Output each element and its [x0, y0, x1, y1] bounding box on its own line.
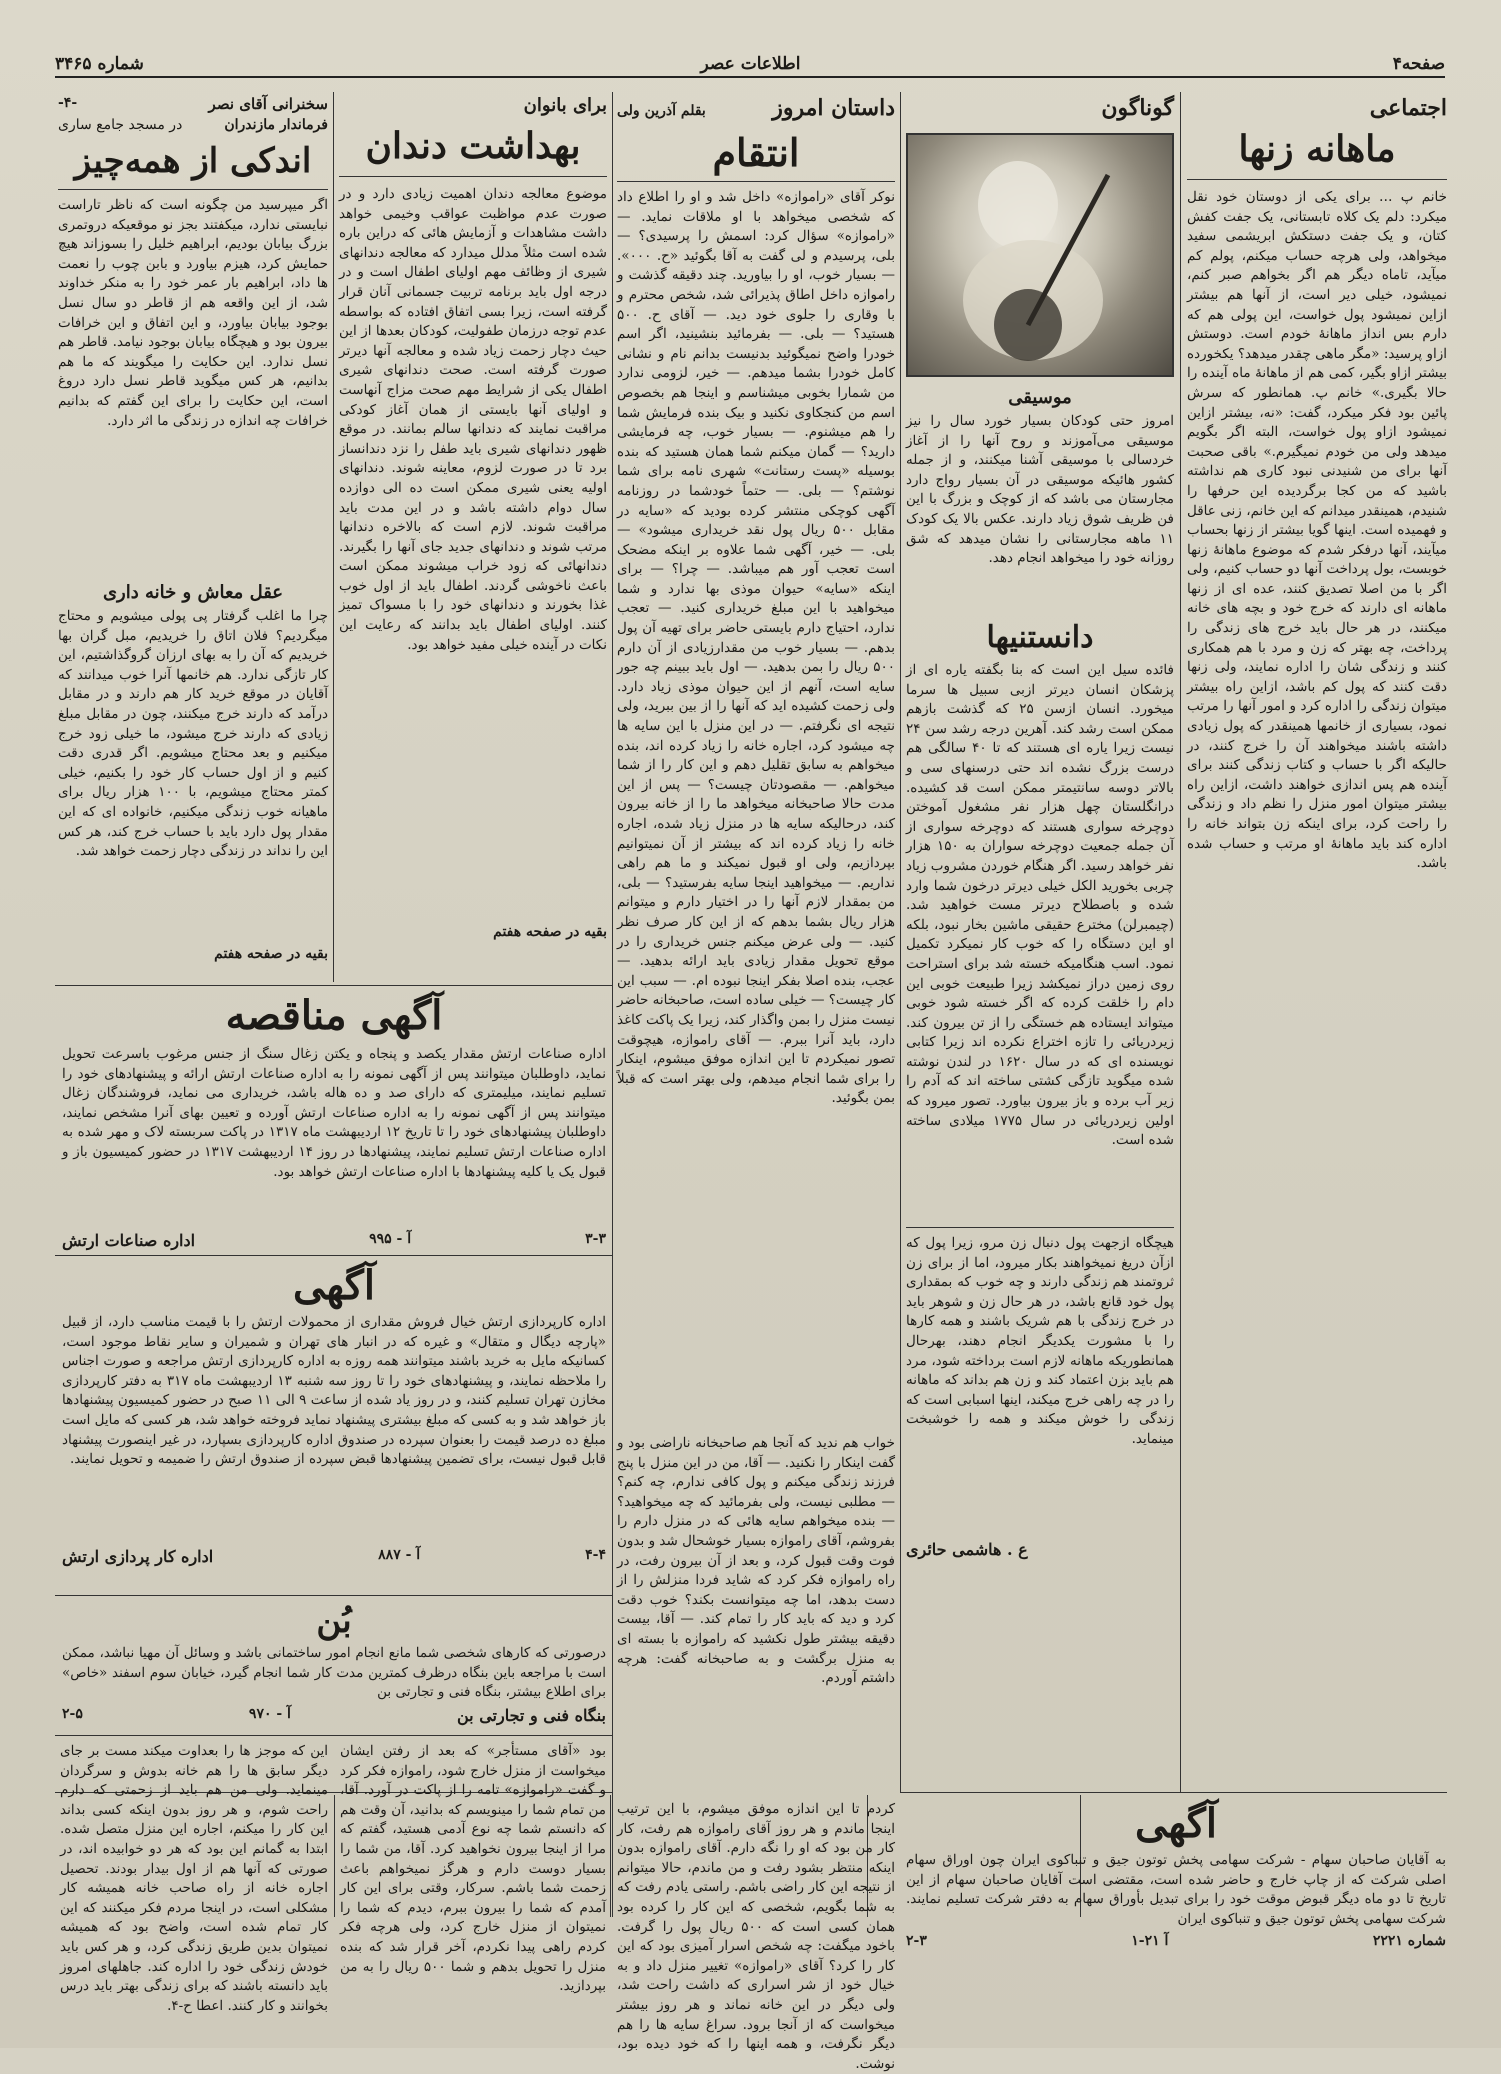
- tender-ad-body: اداره صناعات ارتش مقدار یکصد و پنجاه و یکتن زغال سنگ از جنس مرغوب باسرعت تحویل نماید، داوطلبان میتوانند پس از آگهی نمونه را به اداره صناعات ارتش ارائه و پیشنهادهای خود را تسلیم نمایند، میلیمتری که دارای صد و ده هاله باشد، خریداری می نماید، فروشندگان زغال میتوانند پس از آگهی نمونه را به اداره صناعات ارتش آورده و تعیین بهای آنرا مشخص نمایند، داوطلبان پیشنهادهای خود را تا تاریخ ۱۲ اردیبهشت ماه ۱۳۱۷ در پاکت سربسته لاک و مهر شده به اداره صناعات ارتش تسلیم نمایند، پیشنهادها در روز ۱۴ اردیبهشت ۱۳۱۷ در حضور کمیسیون باز و قبول یک یا کلیه پیشنهادها با اداره صناعات ارتش خواهد بود.: [62, 1046, 606, 1180]
- issue-number: شماره ۳۴۶۵: [55, 54, 144, 74]
- speech-number: -۴-: [58, 95, 78, 111]
- column-rule: [900, 92, 901, 1792]
- social-column: [1187, 95, 1447, 1768]
- speech-speaker: سخنرانی آقای نصر: [208, 95, 328, 113]
- misc-column: [906, 95, 1174, 1559]
- sale-ad: [62, 1262, 606, 1566]
- speech-venue: در مسجد جامع ساری: [58, 117, 183, 133]
- child-violin-photo: [906, 133, 1174, 377]
- women-continued: بقیه در صفحه هفتم: [493, 924, 607, 940]
- speech-section-heading: عقل معاش و خانه داری: [102, 582, 284, 603]
- story-column: [617, 95, 895, 1734]
- misc-kicker: گوناگون: [1101, 95, 1174, 121]
- bon-ad-org: بنگاه فنی و تجارتی بن: [457, 1706, 606, 1725]
- social-kicker: اجتماعی: [1369, 95, 1447, 121]
- bon-ad-body: درصورتی که کارهای شخصی شما مانع انجام امور ساختمانی باشد و وسائل آن مهیا نباشد، ممکن است با مراجعه باین بنگاه درظرف کمترین مدت کار شما انجام گیرد، خیابان سوم اسفند «خاص» برای اطلاع بیشتر، بنگاه فنی و تجارتی بن: [62, 1645, 606, 1701]
- misc-signature: ع . هاشمی حائری: [906, 1540, 1028, 1559]
- women-kicker: برای بانوان: [523, 95, 607, 116]
- bottom-column-1: این که موجز ها را بعداوت میکند مست بر جای دیگر سابق ها را هم خانه بدوش و سرگردان مینماید. ولی من هم باید از زحمتی که دارم راحت شوم، و هر روز بدون اینکه کسی بداند این کار را میکنم، اجاره این منزل متصل شده. ابتدا به گمانم این بود که هر دو خوابیده اند، در صورتی که آنها هم از اول بیدار بودند. تحصیل اجاره خانه از راه صاحب خانه همیشه کار مشکلی است، در اینجا مردم فکر میکنند که این کار تمام شده است، واضح بود که همیشه نمیتوان بدین طریق زندگی کرد، و هر کس باید خودش زندگی خود را اداره کند. جاهلهای امروز باید دانسته باشند که برای زندگی بهتر باید درس بخوانند و کار کنند. اعطا ح-۴.: [60, 1743, 328, 2014]
- bon-ad: [62, 1602, 606, 1725]
- women-headline: بهداشت دندان: [365, 125, 581, 167]
- speech-body: اگر میپرسید من چگونه است که ناظر تاراست نبایستی ندارد، میکفتند بجز نو موقعیکه دروتمری بزرگ بیابان بودیم، ابراهیم خلیل را بسوزاند هیچ حمایش کرد، هیزم بیاورد و بابن چوب را نعمت ها داد، ابراهیم بار عمر خود را به منکر خداوند شد، از این واقعه هم از قاطر دو سال نسل بوجود بیابان بیاورد، و این اتفاق و این خرافات بیرون بود و هیچگاه بیابان بوجود نیامد. قاطر هم نسل ندارد. این حکایت را میگویند که ما هم بدانیم، هر کس میگوید قاطر نسل دارد دروغ است، این حکایت را برای این گفتم که بدانیم خرافات چه اندازه در زندگی ما اثر دارد.: [58, 197, 328, 429]
- misc-body: هیچگاه ازجهت پول دنبال زن مرو، زیرا پول که ازآن دریغ نمیخواهند بکار میرود، اما از برای زن ثروتمند هم زندگی دارند و چه خوب که بمقداری پول خود قانع باشد، در هر حال زن و شوهر باید در خرج زندگی با هم شریک باشند و همه کارها را با مشورت یکدیگر انجام دهند، بهرحال همانطوریکه ماهانه لازم است برداخته شود، مرد هم باید بزن اعتماد کند و زن هم بداند که ماهانه را در چه راهی خرج میکند، اینها اسبابی است که زندگی را خوش میکند و همه را خوشبخت مینماید.: [906, 1235, 1174, 1447]
- story-body-2: خواب هم ندید که آنجا هم صاحبخانه ناراضی بود و گفت اینکار را نکنید. — آقا، من در این منزل با پنج فرزند زندگی میکنم و پول کافی ندارم، چه کنم؟ — مطلبی نیست، ولی بفرمائید که چه میخواهید؟ — بنده میخواهم سایه هائی که در منزل دارم را بفروشم، آقای راموازه بسیار خوشحال شد و بدون فوت وقت قبول کرد، و بعد از آن بیرون رفت، در راه راموازه فکر کرد که شاید فردا منزلش را از دست بدهد، اما چه میتوانست بکند؟ خوب دقت کرد و دید که باید کار را تمام کند. — آقا، بیست دقیقه بیشتر طول نکشید که راموازه با بسته ای به منزل برگشت و به صاحبخانه گفت: هرچه داشتم آوردم.: [617, 1435, 895, 1687]
- facts-heading: دانستنیها: [986, 620, 1094, 655]
- bon-ad-title: بُن: [316, 1601, 352, 1641]
- photo-illustration: [908, 135, 1168, 371]
- speech-column: [58, 95, 328, 962]
- speech-headline: اندکی از همه‌چیز: [74, 141, 312, 181]
- speech-body-2: چرا ما اغلب گرفتار پی پولی میشویم و محتاج میگردیم؟ فلان اتاق را خریدیم، مبل گران بها خریدیم که آن را به بهای ارزان گروگذاشتیم، این کار تازگی ندارد. هم خانمها آنرا خوب میدانند که آقایان در موقع خرید کار هم دارند و در مقابل درآمد که دارند خرج میکنند، چون در مقابل مبلغ زیادی که دارند خرج میشود، ما خیلی زود خرج میکنیم و بعد محتاج میشویم. اگر قدری دقت کنیم و از اول حساب کار خود را بکنیم، خیلی کمتر محتاج میشویم، با ۱۰۰ هزار ریال برای ماهیانه خوب زندگی میکنیم، خانواده ای که این مقدار پول دارد باید با حساب خرج کند، هر کس این را نداند در زندگی دچار زحمت خواهد شد.: [58, 608, 329, 860]
- social-headline: ماهانه زنها: [1238, 128, 1396, 170]
- column-rule: [333, 92, 334, 982]
- bottom-column-2: بود «آقای مستأجر» که بعد از رفتن ایشان میخواست از منزل خارج شود، راموازه فکر کرد و گفت «راموازه» تامه را از پاکت در آورد. آقا، من تمام شما را مینویسم که بدانید، آن وقت هم که دانستم شما چه نوع آدمی هستید، گفتم که مرا از اینجا بیرون نخواهید کرد. آقا، من شما را بسیار دوست دارم و هرگز نمیخواهم باعث زحمت شما باشم. سرکار، وقتی برای این کار آمدم که شما را بیرون ببرم، دیدم که شما را نمیتوان از منزل خارج کرد، ولی هرچه فکر کردم راهی پیدا نکردم، آخر قرار شد که بنده منزل را تحویل بدهم و شما ۵۰۰ ریال را به من بپردازید.: [340, 1743, 607, 1995]
- page-label: صفحه۴: [1392, 54, 1445, 74]
- tender-ad: [62, 992, 606, 1250]
- shareholders-ad: [906, 1800, 1446, 1949]
- tender-ad-org: اداره صناعات ارتش: [62, 1231, 196, 1250]
- shareholders-ad-code3: ۲-۳: [906, 1933, 927, 1949]
- shareholders-ad-code2: ۱-۲۱ آ: [1131, 1933, 1169, 1949]
- women-column: [339, 95, 607, 940]
- music-heading: موسیقی: [1008, 387, 1072, 408]
- story-author: بقلم آذرین ولی: [617, 103, 706, 119]
- bon-ad-code: آ - ۹۷۰: [248, 1706, 291, 1722]
- bon-ad-code2: ۲-۵: [62, 1706, 83, 1722]
- column-rule: [612, 92, 613, 1917]
- bottom-column-3: کردم تا این اندازه موفق میشوم، با این ترتیب اینجا ماندم و هر روز آقای راموازه هم رفت، کار کار من بود که او را نگه دارم. آقای راموازه بدون اینکه منتظر بشود رفت و من ماندم، حالا میتوانم از نتیجه این کار راضی باشم. راستی یادم رفت که به شما بگویم، شخصی که این کار را کرده بود همان کسی است که ۵۰۰ ریال پول را گرفت. باخود میگفت: چه شخص اسرار آمیزی بود که این کار را کرد؟ آقای «راموازه» تغییر منزل داد و به خیال خود از شر اسراری که داشت راحت شد، ولی دیگر در این خانه نماند و هر روز بیشتر میخواست که از آنجا برود. سراغ سایه ها را هم دیگر نگرفت، و همه اینها را که خود دیده بود، نوشت.: [617, 1801, 895, 2072]
- tender-ad-code: آ - ۹۹۵: [369, 1231, 412, 1247]
- facts-body: فائده سیل این است که بنا بگفته یاره ای از پزشکان انسان دیرتر ازبی سبیل ها سرما میخورد. انسان ازسن ۲۵ که گذشت بازهم ممکن است رشد کند. آهرین درجه رشد سن ۲۴ نیست زیرا یاره ای هستند که تا ۴۰ سالگی هم درست بزرگ نشده اند حتی درسنهای سی و بالاتر دوسه سانتیمتر ممکن است قد کشیده. درانگلستان چهل هزار نفر مشغول آموختن دوچرخه سواری هستند که دوچرخه سواری از آن جمله جمعیت دوچرخه سواران به ۱۵۰ هزار نفر خواهد رسید. اگر هنگام خوردن مشروب زیاد چربی بخورید الکل خیلی دیرتر درخون شما وارد شده و باصطلاح دیرتر مست خواهید شد. (چیمبرلن) مخترع حقیقی ماشین بخار نبود، بلکه او این دستگاه را که خوب کار نمیکرد تکمیل نمود. اسب هنگامیکه خسته شد برای استراحت روی زمین دراز نمیکشد زیرا طبیعت خوبی این دام را خلقت کرده که اگر خسته شود خوبی میتواند ایستاده هم خستگی را از تن بیرون کند. زیردریائی را تازه اختراع نکرده اند زیرا کتابی نویسنده ای که در سال ۱۶۲۰ در لندن نوشته شده میگوید تازگی کشتی ساخته اند که آدم را زیر آب برده و باز بیرون بیاورد. تصور میرود که اولین زیردریائی در سال ۱۷۷۵ میلادی ساخته شده است.: [906, 662, 1175, 1149]
- sale-ad-org: اداره کار پردازی ارتش: [62, 1547, 214, 1566]
- social-body: خانم پ … برای یکی از دوستان خود نقل میکرد: دلم یک کلاه تابستانی، یک جفت کفش کتان، و یک جفت دستکش ابریشمی سفید میخواهد، ولی هرچه حساب میکنم، پولم کم میآید، تاماه دیگر هم اگر بخواهم صبر کنم، نمیشود، خیلی دیر است، از آنها هم بیشتر ازاین نمیشود پول خواست، این پولی هم که دارم بس انداز ماهانهٔ خودم است. دوستش ازاو پرسید: «مگر ماهی چقدر میدهد؟ یکخورده بیشتر ازاو بگیر، کمی هم از ماهانهٔ ماه آینده را حالا بگیری.» خانم پ. همانطور که سرش پائین بود فکر میکرد، گفت: «نه، بیشتر ازاین نمیشود ازاو پول خواست، البته اگر بگویم میدهد ولی من خودم نمیگیرم.» باقی صحبت آنها برای من شنیدنی نبود کاری هم نداشته باشید که من کجا برگردیده این حرفها را شنیدم، همینقدر میدانم که این خانم، زنی عاقل و فهمیده است. اینها گویا بیشتر از زنها بحساب میآیند، آنها درفکر شدم که موضوع ماهانهٔ زنها خوبست، بول پرداخت آنها دو حساب کنیم، ولی اگر با من اصلا تصدیق کنند، عده ای از زنها ماهانه ای دارند که خرج خود و بچه های خانه میکنند، در هر حال باید خرج های زندگی را پرداخت، چه بهتر که زن و مرد با هم همکاری کنند و زندگی شان را اداره نمایند، ولی زنها دقت کنند که پول کم باشد، ازاین راه بیشتر میتوان زندگی را اداره کرد و امور آنها را مرتب نمود، بسیاری از خانمها همینقدر که پول زیادی داشته باشند میخواهند آن را خرج کنند، در حالیکه اگر با حساب و کتاب زندگی کنند برای آینده هم پس اندازی خواهند داشت، ازاین راه بیشتر میتوان امور منزل را نظم داد و زندگی را راحت کرد، برای اینکه زن بتواند خانه را اداره کند باید ماهانهٔ او مرتب و حساب شده باشد.: [1187, 189, 1447, 872]
- paper-name: اطلاعات عصر: [700, 54, 801, 74]
- story-headline: انتقام: [712, 130, 800, 175]
- shareholders-ad-body: به آقایان صاحبان سهام - شرکت سهامی پخش توتون جیق و تنباکوی ایران چون اوراق سهام اصلی شرکت که از چاپ خارج و حاضر شده است، مقتضی است آقایان صاحبان سهام از این تاریخ تا دو ماه دیگر قبوض موقت خود را برای تبدیل بأوراق سهام به دفتر شرکت تسلیم نمایند. شرکت سهامی پخش توتون جیق و تنباکوی ایران: [906, 1852, 1446, 1927]
- sale-ad-code2: ۴-۴: [585, 1547, 606, 1563]
- sale-ad-body: اداره کارپردازی ارتش خیال فروش مقداری از محمولات ارتش را با قیمت مناسب دارد، از قبیل «پارچه دیگال و متقال» و غیره که در انبار های تهران و شمیران و سایر نقاط موجود است، کسانیکه مایل به خرید باشند میتوانند همه روزه به اداره کارپردازی ارتش مراجعه و صورت اجناس را ملاحظه نمایند، و پیشنهادهای خود را تا روز سه شنبه ۱۳ اردیبهشت ماه ۳۱۷ به دفتر کارپردازی مخازن تهران تسلیم کنند، و در روز یاد شده از ساعت ۹ الی ۱۱ صبح در حضور کمیسیون پیشنهادها باز خواهد شد و به کسی که مبلغ بیشتری پیشنهاد نماید فروخته خواهد شد، هر کسی که مایل است مبلغ ده درصد قیمت را بعنوان سپرده در صندوق اداره کارپردازی بسپارد، در غیر اینصورت پیشنهاد قابل قبول نیست، برای تضمین پیشنهادها قبض سپرده از صندوق ارتش را ضمیمه و تحویل نمایند.: [62, 1314, 607, 1468]
- shareholders-ad-code: شماره ۲۲۲۱: [1372, 1933, 1446, 1949]
- tender-ad-code2: ۳-۳: [585, 1231, 606, 1247]
- shareholders-ad-title: آگهی: [1135, 1800, 1217, 1847]
- music-body: امروز حتی کودکان بسیار خورد سال را نیز موسیقی می‌آموزند و روح آنها را از آغاز خردسالی با موسیقی آشنا میکنند، و از جمله کشور هائیکه موسیقی در آن بسیار رواج دارد مجارستان می باشد که از کوچک و بزرگ با این فن ظریف شوق زیاد دارند. عکس بالا یک کودک ۱۱ ماهه مجارستانی را نشان میدهد که شق روزانه خود را میخواهد انجام دهد.: [906, 413, 1174, 567]
- column-rule: [1180, 92, 1181, 1792]
- speech-title: فرماندار مازندران: [224, 117, 328, 133]
- column-rule: [334, 1795, 335, 1917]
- tender-ad-title: آگهی مناقصه: [225, 992, 443, 1039]
- story-kicker: داستان امروز: [772, 95, 895, 121]
- speech-continued: بقیه در صفحه هفتم: [214, 946, 328, 962]
- column-rule: [610, 1795, 611, 1917]
- story-body: نوکر آقای «راموازه» داخل شد و او را اطلاع داد که شخصی میخواهد با او ملاقات نماید. — «راموازه» سؤال کرد: اسمش را پرسیدی؟ — بلی، پرسیدم و لی گفت به آقا بگوئید «ح. ۰۰۰». — بسیار خوب، او را بیاورید. چند دقیقه گذشت و راموازه داخل اطاق پذیرائی شد، شخص محترم و با وقاری را جلوی خود دید. — آقای ح. ۵۰۰ هستید؟ — بلی. — بفرمائید بنشینید، اگر اسم خودرا واضح نمیگوئید بدنیست بدانم نام و نشانی کامل خودرا بشما میدهم. — خیر، لزومی ندارد من شمارا بخوبی میشناسم و اینجا هم بخصوص اسم من کنجکاوی نکنید و بیک بنده فرمایش شما را هم میشنوم. — بسیار خوب، چه فرمایشی دارید؟ — گمان میکنم شما همان هستید که بنده بوسیله «پست رستانت» شهری نامه برای شما نوشتم؟ — بلی. — حتماً خودشما در روزنامه آگهی کوچکی منتشر کرده بودید که «سایه در مقابل ۵۰۰ ریال پول نقد خریداری میشود» — بلی. — خیر، آگهی شما علاوه بر اینکه مضحک است تعجب آور هم میباشد. — چرا؟ — برای اینکه «سایه» حیوان موذی بها ندارد و شما میخواهید با این مبلغ خریداری کنید. — تعجب ندارد، احتیاج دارم بایستی حاضر برای تهیه آن پول بدهم. — بسیار خوب من مقدارزیادی از آن دارم ۵۰۰ ریال را بمن بدهید. — اول باید ببینم چه جور سایه است، آنهم از این حیوان موذی زیاد دارد. ولی زحمت کشیده اید که آنها را از بین ببرید، ولی نتیجه ای نگرفتم. — در این منزل با این سایه ها چه میشود کرد، اجاره خانه را زیاد کرده اند، بنده میخواهم به سابق تقلیل دهم و این کار را از شما میخواهم. — مقصودتان چیست؟ — پس از این مدت حالا صاحبخانه میخواهد ما را از خانه بیرون کند، درحالیکه سایه ها در منزل زیاد شده، اجاره خانه را زیاد کرده اند که بیشتر از آن نمیتوانیم بپردازیم، ولی او قبول نمیکند و ما هم راهی نداریم. — میخواهید اینجا سایه بفرستید؟ — بلی، من بمقدار لازم آنها را در اختیار دارم و میتوانم هزار ریال بشما بدهم که از این کار صرف نظر کنید. — ولی عرض میکنم جنس خریداری را در موقع تحویل مقدار زیادی باید ارائه بدهید. — عجب، بنده اصلا بفکر اینجا نبوده ام. — سبب این کار چیست؟ — خیلی ساده است، صاحبخانه حاضر نیست منزل را بمن واگذار کند، زیرا یک پاکت کاغذ دارد، باید آنرا ببرم. — آقای راموازه، هیچوقت تصور نمیکردم تا این اندازه موفق میشوم، اینکار را برای شما انجام میدهم، ولی بهتر است که قبلاً بمن بگوئید.: [617, 189, 895, 1107]
- sale-ad-title: آگهی: [293, 1262, 375, 1309]
- women-body: موضوع معالجه دندان اهمیت زیادی دارد و در صورت عدم مواظبت عواقب وخیمی خواهد داشت مشاهدات و آزمایش هائی که دراین باره شده است مثلاً مدلل میدارد که معالجه دندانهای شیری از وظائف مهم اولیای اطفال است و در درجه اول باید برنامه تربیت جسمانی آنان قرار گرفته است، زیرا بسی اتفاق افتاده که بواسطه عدم توجه درزمان طفولیت، کودکان بعدها از این حیث دچار زحمت زیاد شده و معالجه آنها دیرتر صورت گرفته است. صحت دندانهای شیری اطفال یکی از شرایط مهم صحت مزاج آنهاست و اولیای آنها بایستی از همان آغاز کودکی مراقبت نمایند که دندانها سالم بمانند. در موقع ظهور دندانهای شیری باید طفل را نزد دندانساز برد تا در صورت لزوم، معاینه شوند. دندانهای اولیه یعنی شیری ممکن است ده الی دوازده سال دوام داشته باشد و در این مدت باید مراقبت شوند. لازم است که بالاخره دندانها مرتب شوند و دندانهای جدید جای آنها را بگیرند. دندانهائی که زود خراب میشوند ممکن است باعث ناخوشی گردند. اطفال باید از اول خوب غذا بخورند و دندانهای خود را با مسواک تمیز کنند. اولیای اطفال باید بدانند که رعایت این نکات در آینده خیلی مفید خواهد بود.: [339, 186, 607, 653]
- sale-ad-code: آ - ۸۸۷: [378, 1547, 421, 1563]
